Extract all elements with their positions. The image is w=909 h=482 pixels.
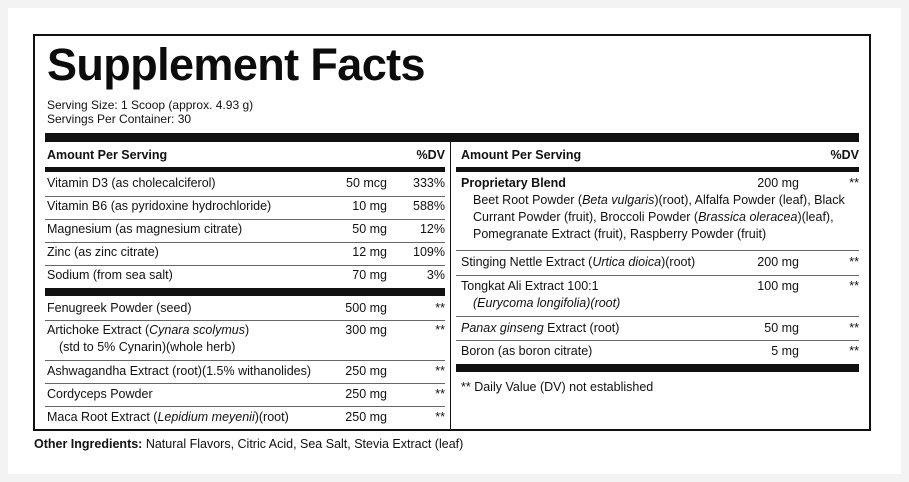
left-row-dv: ** [435,301,445,315]
text-part: Extract (root) [543,321,620,335]
right-row-dv: ** [849,255,859,269]
column-divider [450,142,451,429]
row-divider [45,265,445,266]
row-divider [45,406,445,407]
row-divider [456,275,859,276]
row-divider [45,242,445,243]
latin-name: Urtica dioica [592,255,662,269]
latin-name: Lepidium meyenii [157,410,255,424]
left-row-dv: ** [435,323,445,337]
row-divider [45,383,445,384]
right-row-name [461,321,619,336]
left-row-dv: ** [435,410,445,424]
left-row-name: Fenugreek Powder (seed) [47,301,192,315]
right-row-dv: ** [849,279,859,293]
supplement-facts-panel [33,34,871,431]
right-row-name [461,255,695,270]
text-part: )(root) [661,255,696,269]
blend-amount: 200 mg [757,176,799,190]
left-row-name: Vitamin D3 (as cholecalciferol) [47,176,216,190]
left-row-amount: 70 mg [352,268,387,282]
latin-name: Beta vulgaris [582,193,655,207]
left-row-dv: ** [435,387,445,401]
left-header-dv: %DV [416,148,445,162]
left-section-bar [45,288,445,296]
name-part: ) [245,323,250,337]
left-row-amount: 50 mcg [346,176,387,190]
blend-ingredients-line [473,210,834,225]
row-divider [45,360,445,361]
text-part: Beet Root Powder ( [473,193,583,207]
servings-per-container: Servings Per Container: 30 [47,112,192,126]
left-row-name [47,323,249,338]
dv-footnote: ** Daily Value (DV) not established [461,380,654,394]
name-part: )(root) [254,410,289,424]
left-row-name: Cordyceps Powder [47,387,153,401]
row-divider [456,316,859,317]
right-row-amount: 5 mg [771,344,799,358]
left-row-amount: 50 mg [352,222,387,236]
left-row-name: Magnesium (as magnesium citrate) [47,222,243,236]
left-row-dv: 588% [413,199,445,213]
other-ingredients-text: Natural Flavors, Citric Acid, Sea Salt, Stevia Extract (leaf) [142,437,464,451]
left-row-name: Zinc (as zinc citrate) [47,245,159,259]
left-row-dv: 3% [426,268,445,282]
blend-name: Proprietary Blend [461,176,566,190]
left-row-dv: 109% [413,245,445,259]
row-divider [45,219,445,220]
text-part: Currant Powder (fruit), Broccoli Powder ( [473,210,699,224]
text-part: Stinging Nettle Extract ( [461,255,593,269]
right-row-name: Tongkat Ali Extract 100:1 [461,279,599,293]
top-thick-bar [45,133,859,142]
latin-name: Cynara scolymus [149,323,245,337]
panel-title: Supplement Facts [47,39,425,90]
left-row-name [47,410,289,425]
right-row-subline [473,296,620,311]
right-row-name: Boron (as boron citrate) [461,344,593,358]
left-row-amount: 12 mg [352,245,387,259]
latin-name: Panax ginseng [461,321,544,335]
left-header-bar [45,167,445,172]
right-row-dv: ** [849,321,859,335]
right-header-dv: %DV [830,148,859,162]
left-row-amount: 250 mg [345,364,387,378]
left-row-dv: ** [435,364,445,378]
left-row-amount: 250 mg [345,387,387,401]
left-row-amount: 250 mg [345,410,387,424]
left-row-amount: 500 mg [345,301,387,315]
left-header-amount: Amount Per Serving [47,148,168,162]
row-divider [45,196,445,197]
left-row-amount: 10 mg [352,199,387,213]
left-row-dv: 333% [413,176,445,190]
row-divider [456,250,859,251]
left-row-name: Ashwagandha Extract (root)(1.5% withanolides) [47,364,312,378]
latin-name: Brassica oleracea [698,210,798,224]
right-header-amount: Amount Per Serving [461,148,582,162]
other-ingredients-label: Other Ingredients: [34,437,143,451]
serving-info [47,98,253,126]
latin-name: (Eurycoma longifolia)(root) [473,296,621,310]
right-bottom-bar [456,364,859,372]
left-row-name: Sodium (from sea salt) [47,268,173,282]
row-divider [456,340,859,341]
left-row-amount: 300 mg [345,323,387,337]
name-part: Maca Root Extract ( [47,410,158,424]
right-row-amount: 50 mg [764,321,799,335]
text-part: )(leaf), [797,210,834,224]
right-row-amount: 100 mg [757,279,799,293]
name-part: Artichoke Extract ( [47,323,150,337]
text-part: )(root), Alfalfa Powder (leaf), Black [654,193,845,207]
blend-dv: ** [849,176,859,190]
blend-ingredients-line: Pomegranate Extract (fruit), Raspberry Powder (fruit) [473,227,767,241]
left-row-dv: 12% [419,222,445,236]
left-row-subline: (std to 5% Cynarin)(whole herb) [59,340,236,354]
right-header-bar [456,167,859,172]
right-row-amount: 200 mg [757,255,799,269]
left-row-name: Vitamin B6 (as pyridoxine hydrochloride) [47,199,272,213]
right-row-dv: ** [849,344,859,358]
other-ingredients [34,437,463,451]
row-divider [45,320,445,321]
serving-size: Serving Size: 1 Scoop (approx. 4.93 g) [47,98,254,112]
blend-ingredients-line [473,193,845,208]
